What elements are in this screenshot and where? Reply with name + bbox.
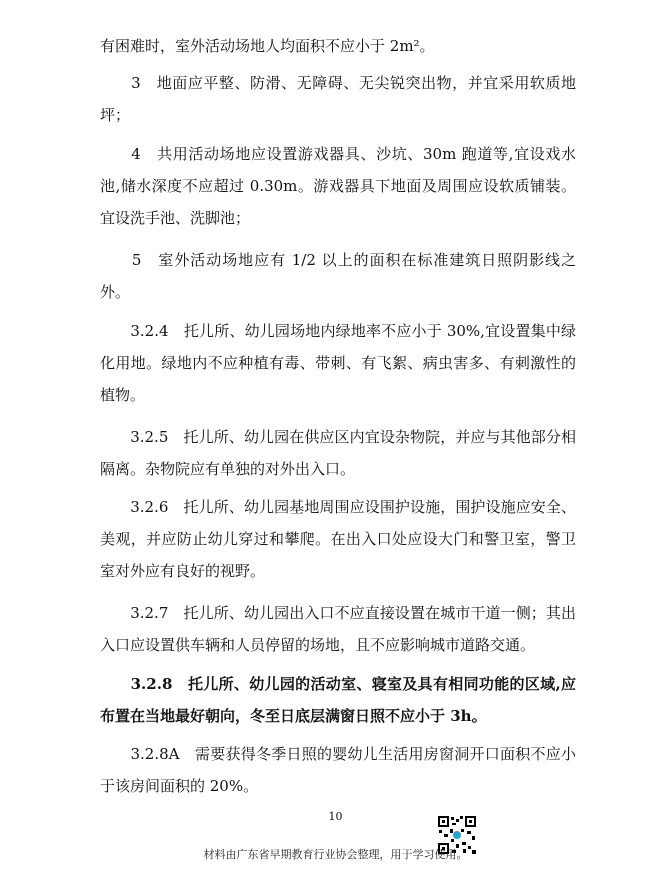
paragraph-9-bold: 3.2.8 托儿所、幼儿园的活动室、寝室及具有相同功能的区域,应布置在当地最好朝向，冬至日底层满窗日照不应小于 3h。 (100, 675, 576, 725)
paragraph-2: 3 地面应平整、防滑、无障碍、无尖锐突出物，并宜采用软质地坪； (100, 74, 576, 124)
paragraph-3: 4 共用活动场地应设置游戏器具、沙坑、30m 跑道等,宜设戏水池,储水深度不应超过 0.30m。游戏器具下地面及周围应设软质铺装。宜设洗手池、洗脚池； (100, 145, 576, 227)
paragraph-8: 3.2.7 托儿所、幼儿园出入口不应直接设置在城市干道一侧；其出入口应设置供车辆和人员停留的场地，且不应影响城市道路交通。 (100, 604, 576, 654)
paragraph-10: 3.2.8A 需要获得冬季日照的婴幼儿生活用房窗洞开口面积不应小于该房间面积的 20%。 (100, 745, 576, 795)
footer-note: 材料由广东省早期教育行业协会整理，用于学习使用。 (203, 848, 468, 861)
paragraph-5: 3.2.4 托儿所、幼儿园场地内绿地率不应小于 30%,宜设置集中绿化用地。绿地内不应种植有毒、带刺、有飞絮、病虫害多、有刺激性的植物。 (100, 322, 576, 404)
paragraph-6: 3.2.5 托儿所、幼儿园在供应区内宜设杂物院，并应与其他部分相隔离。杂物院应有单独的对外出入口。 (100, 428, 576, 478)
paragraph-7: 3.2.6 托儿所、幼儿园基地周围应设围护设施，围护设施应安全、美观，并应防止幼儿穿过和攀爬。在出入口处应设大门和警卫室，警卫室对外应有良好的视野。 (100, 498, 576, 580)
paragraph-4: 5 室外活动场地应有 1/2 以上的面积在标准建筑日照阴影线之外。 (100, 251, 576, 301)
paragraph-1: 有困难时，室外活动场地人均面积不应小于 2m²。 (100, 37, 435, 55)
page-number: 10 (328, 810, 343, 823)
